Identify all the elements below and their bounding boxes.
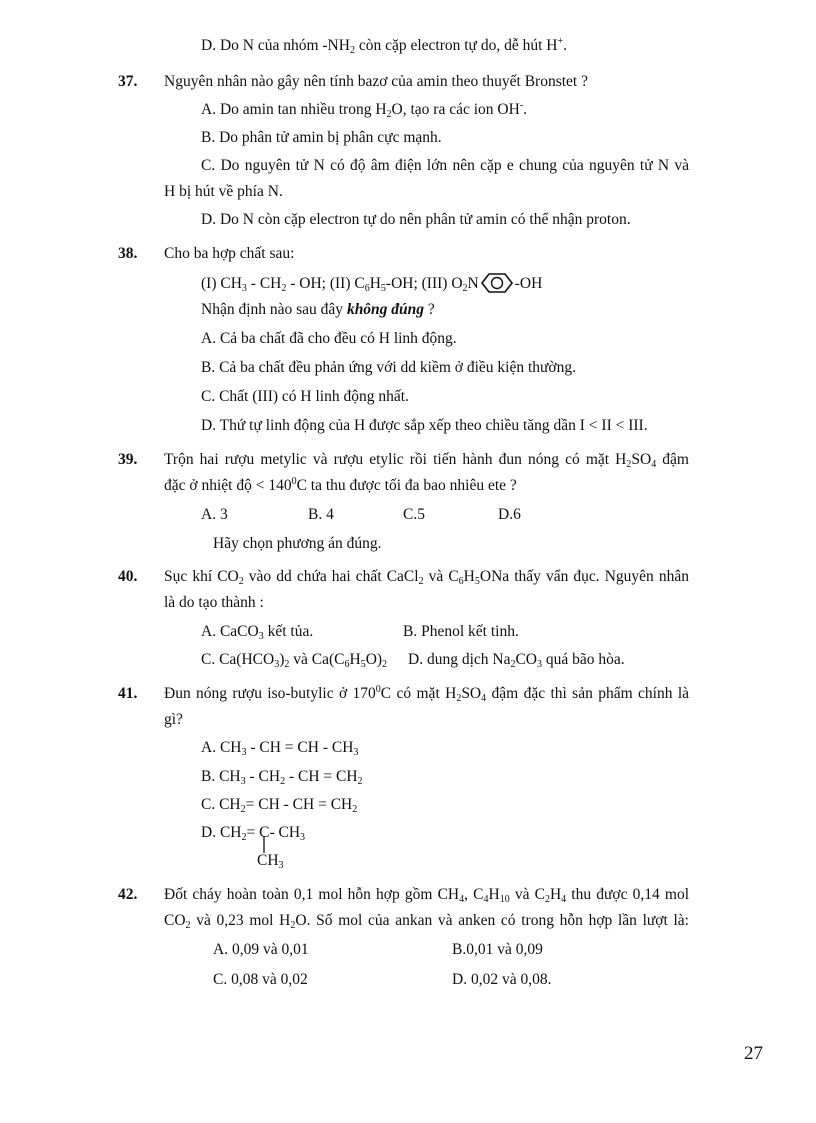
question-42-number: 42.	[118, 886, 138, 903]
question-39-option-c: C.5	[403, 506, 425, 523]
question-39-option-a: A. 3	[201, 506, 228, 523]
question-39-option-b: B. 4	[308, 506, 334, 523]
question-40-option-b: B. Phenol kết tinh.	[403, 623, 519, 640]
question-41-stem-line1: Đun nóng rượu iso-butylic ở $170^0C$ có mặt $H_2SO_4$ đậm đặc thì sản phẩm chính là	[164, 684, 689, 704]
question-39-stem-line2: đặc ở nhiệt độ < $140^0C$ ta thu được tối đa bao nhiêu ete ?	[164, 476, 517, 494]
question-40-stem-line2: là do tạo thành :	[164, 594, 264, 611]
question-38-option-a: A. Cả ba chất đã cho đều có H linh động.	[201, 330, 457, 347]
question-41-option-a: A. $CH_3$ - CH = CH - $CH_3$	[201, 739, 359, 758]
question-38-compounds: (I) $CH_3 - CH_2$ - OH; (II) $C_6H_5-OH$; (III) $O_2N$ -OH	[201, 272, 542, 294]
question-41-stem-line2: gì?	[164, 711, 183, 728]
question-38-number: 38.	[118, 245, 138, 262]
prev-option-d: D. Do N của nhóm $-NH_2$ còn cặp electron tự do, dễ hút H+.	[201, 36, 567, 56]
question-37-option-a: A. Do amin tan nhiều trong $H_2O$, tạo ra các ion OH-.	[201, 100, 528, 120]
question-38-stem: Cho ba hợp chất sau:	[164, 245, 295, 262]
benzene-ring-icon	[480, 272, 514, 294]
question-37-option-c-line1: C. Do nguyên tử N có độ âm điện lớn nên cặp e chung của nguyên tử N và	[201, 157, 689, 174]
page-number: 27	[744, 1043, 763, 1064]
question-42-option-c: C. 0,08 và 0,02	[213, 971, 308, 988]
question-42-stem-line2: $CO_2$ và 0,23 mol $H_2O$. Số mol của ankan và anken có trong hỗn hợp lần lượt là:	[164, 912, 689, 931]
question-41-number: 41.	[118, 685, 138, 702]
question-41-option-c: C. $CH_2=$ CH - CH = $CH_2$	[201, 796, 358, 815]
question-40-option-c: C. $Ca(HCO_3)_2$ và $Ca(C_6H_5O)_2$	[201, 651, 388, 670]
question-37-option-c-line2: H bị hút về phía N.	[164, 183, 283, 200]
question-38-option-c: C. Chất (III) có H linh động nhất.	[201, 388, 409, 405]
question-40-option-a: A. CaCO$_3$ kết tủa.	[201, 623, 314, 642]
question-41-option-b: B. $CH_3 - CH_2$ - CH = $CH_2$	[201, 768, 363, 787]
question-39-option-d: D.6	[498, 506, 521, 523]
question-42-option-d: D. 0,02 và 0,08.	[452, 971, 552, 988]
question-39-note: Hãy chọn phương án đúng.	[213, 535, 382, 552]
question-39-number: 39.	[118, 451, 138, 468]
question-42-option-b: B.0,01 và 0,09	[452, 941, 543, 958]
question-42-option-a: A. 0,09 và 0,01	[213, 941, 309, 958]
question-39-stem-line1: Trộn hai rượu metylic và rượu etylic rồi tiến hành đun nóng có mặt $H_2SO_4$ đậm	[164, 451, 689, 470]
question-37-option-b: B. Do phân tử amin bị phân cực mạnh.	[201, 129, 442, 146]
question-38-option-b: B. Cả ba chất đều phản ứng với dd kiềm ở điều kiện thường.	[201, 359, 577, 376]
question-38-option-d: D. Thứ tự linh động của H được sắp xếp theo chiều tăng dần I < II < III.	[201, 417, 648, 434]
question-37-option-d: D. Do N còn cặp electron tự do nên phân tử amin có thể nhận proton.	[201, 211, 631, 228]
question-42-stem-line1: Đốt cháy hoàn toàn 0,1 mol hỗn hợp gồm $CH_4$, $C_4H_{10}$ và $C_2H_4$ thu được 0,14 mol	[164, 886, 689, 905]
question-41-option-d-branch: $CH_3$	[257, 852, 284, 871]
question-41-option-d: D. $CH_2= C-$ $CH_3$	[201, 824, 306, 843]
question-40-stem-line1: Sục khí $CO_2$ vào dd chứa hai chất CaCl$_2$ và $C_6H_5ONa$ thấy vẩn đục. Nguyên nhân	[164, 568, 690, 587]
question-37-stem: Nguyên nhân nào gây nên tính bazơ của amin theo thuyết Bronstet ?	[164, 73, 588, 90]
question-37-number: 37.	[118, 73, 138, 90]
question-40-number: 40.	[118, 568, 138, 585]
question-40-option-d: D. dung dịch $Na_2CO_3$ quá bão hòa.	[408, 651, 625, 670]
question-38-ask: Nhận định nào sau đây không đúng ?	[201, 301, 435, 318]
